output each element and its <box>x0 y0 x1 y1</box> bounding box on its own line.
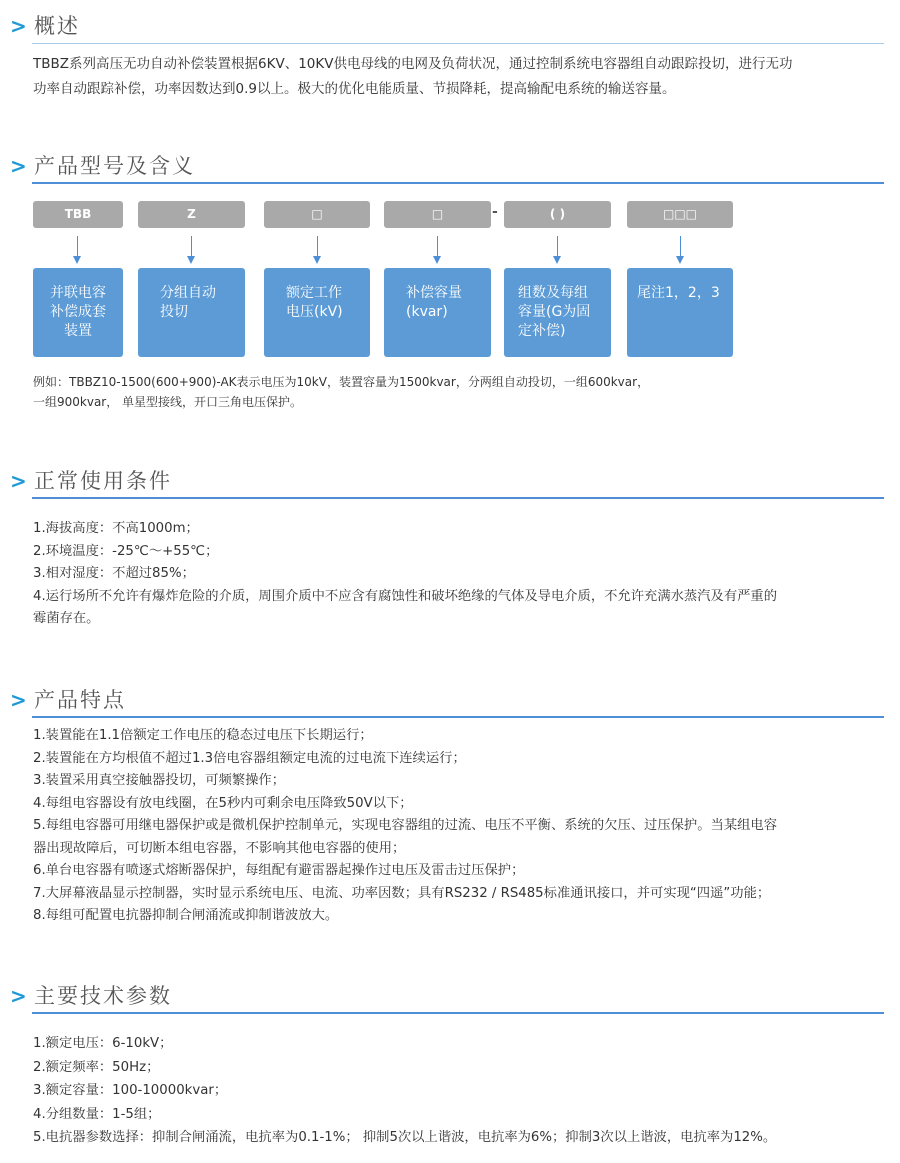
meaning-box-device <box>33 268 123 357</box>
meaning-line: (kvar) <box>406 304 448 320</box>
list-item: 1.额定电压：6-10kV； <box>33 1036 173 1051</box>
section-divider <box>32 716 884 718</box>
section-title-parameters: 主要技术参数 <box>34 984 172 1008</box>
model-code-dash: - <box>492 204 498 220</box>
meaning-box-suffix <box>627 268 733 357</box>
list-item: 6.单台电容器有喷逐式熔断器保护，每组配有避雷器起操作过电压及雷击过压保护； <box>33 863 525 878</box>
list-item: 1.海拔高度：不高1000m； <box>33 521 199 536</box>
section-title-conditions: 正常使用条件 <box>34 469 172 493</box>
list-item: 霉菌存在。 <box>33 611 100 626</box>
model-code-suffix: □□□ <box>627 201 733 228</box>
chevron-right-icon: > <box>10 154 27 178</box>
section-header-features <box>10 678 884 718</box>
meaning-line: 容量(G为固 <box>518 304 591 320</box>
section-header-parameters <box>10 974 884 1014</box>
meaning-line: 装置 <box>64 323 92 339</box>
list-item: 4.分组数量：1-5组； <box>33 1106 161 1122</box>
list-item: 4.每组电容器设有放电线圈，在5秒内可剩余电压降致50V以下； <box>33 795 413 811</box>
list-item: 2.装置能在方均根值不超过1.3倍电容器组额定电流的过电流下连续运行； <box>33 750 466 766</box>
list-item: 2.环境温度：-25℃～+55℃； <box>33 543 219 559</box>
meaning-line: 尾注1，2，3 <box>637 285 720 301</box>
section-divider <box>32 1012 884 1014</box>
chevron-right-icon: > <box>10 984 27 1008</box>
section-title-model: 产品型号及含义 <box>34 154 195 178</box>
meaning-box-capacity <box>384 268 491 357</box>
arrow-down-icon <box>191 236 192 262</box>
model-example <box>33 372 883 412</box>
overview-text <box>33 52 885 102</box>
conditions-list <box>33 518 888 631</box>
list-item: 3.额定容量：100-10000kvar； <box>33 1083 228 1098</box>
meaning-box-switching <box>138 268 245 357</box>
chevron-right-icon: > <box>10 469 27 493</box>
arrow-down-icon <box>557 236 558 262</box>
overview-line: TBBZ系列高压无功自动补偿装置根据6KV、10KV供电母线的电网及负荷状况，通过控制系统电容器组自动跟踪投切，进行无功 <box>33 56 793 72</box>
meaning-line: 电压(kV) <box>286 304 343 320</box>
meaning-line: 定补偿) <box>518 323 566 339</box>
arrow-down-icon <box>77 236 78 262</box>
section-divider <box>32 182 884 184</box>
list-item: 5.电抗器参数选择：抑制合闸涌流，电抗率为0.1-1%； 抑制5次以上谐波，电抗率为6%；抑制3次以上谐波，电抗率为12%。 <box>33 1130 777 1145</box>
parameters-list <box>33 1032 888 1150</box>
section-title-features: 产品特点 <box>34 688 126 712</box>
list-item: 2.额定频率：50Hz； <box>33 1059 160 1075</box>
chevron-right-icon: > <box>10 14 27 38</box>
list-item: 3.相对湿度：不超过85%； <box>33 566 195 581</box>
section-header-model <box>10 144 884 184</box>
list-item: 4.运行场所不允许有爆炸危险的介质，周围介质中不应含有腐蚀性和破坏绝缘的气体及导电介质，不允许充满水蒸汽及有严重的 <box>33 588 778 604</box>
list-item: 1.装置能在1.1倍额定工作电压的稳态过电压下长期运行； <box>33 728 373 743</box>
section-title-overview: 概述 <box>34 14 80 38</box>
model-code-voltage: □ <box>264 201 370 228</box>
arrow-down-icon <box>317 236 318 262</box>
example-line: 例如：TBBZ10-1500(600+900)-AK表示电压为10kV，装置容量为1500kvar，分两组自动投切，一组600kvar， <box>33 375 650 389</box>
section-header-conditions <box>10 459 884 499</box>
section-header-overview <box>10 4 884 44</box>
meaning-line: 投切 <box>160 304 188 320</box>
meaning-box-voltage <box>264 268 370 357</box>
overview-line: 功率自动跟踪补偿，功率因数达到0.9以上。极大的优化电能质量、节损降耗，提高输配电系统的输送容量。 <box>33 81 676 97</box>
meaning-line: 并联电容 <box>50 285 106 301</box>
list-item: 3.装置采用真空接触器投切，可频繁操作； <box>33 773 286 788</box>
meaning-line: 额定工作 <box>286 285 342 301</box>
meaning-line: 补偿容量 <box>406 285 462 301</box>
meaning-box-groups <box>504 268 611 357</box>
list-item: 7.大屏幕液晶显示控制器，实时显示系统电压、电流、功率因数；具有RS232 / RS485标准通讯接口，并可实现“四遥”功能； <box>33 885 771 901</box>
list-item: 5.每组电容器可用继电器保护或是微机保护控制单元，实现电容器组的过流、电压不平衡、系统的欠压、过压保护。当某组电容 <box>33 818 778 833</box>
meaning-line: 分组自动 <box>160 285 216 301</box>
meaning-line: 补偿成套 <box>50 304 106 320</box>
example-line: 一组900kvar， 单星型接线，开口三角电压保护。 <box>33 395 303 409</box>
features-list <box>33 725 888 928</box>
model-code-tbb: TBB <box>33 201 123 228</box>
model-code-groups: ( ) <box>504 201 611 228</box>
chevron-right-icon: > <box>10 688 27 712</box>
arrow-down-icon <box>437 236 438 262</box>
model-code-z: Z <box>138 201 245 228</box>
meaning-line: 组数及每组 <box>518 285 588 301</box>
section-divider <box>32 497 884 499</box>
list-item: 器出现故障后，可切断本组电容器，不影响其他电容器的使用； <box>33 840 406 856</box>
list-item: 8.每组可配置电抗器抑制合闸涌流或抑制谐波放大。 <box>33 908 339 923</box>
model-code-capacity: □ <box>384 201 491 228</box>
section-divider <box>32 43 884 44</box>
arrow-down-icon <box>680 236 681 262</box>
